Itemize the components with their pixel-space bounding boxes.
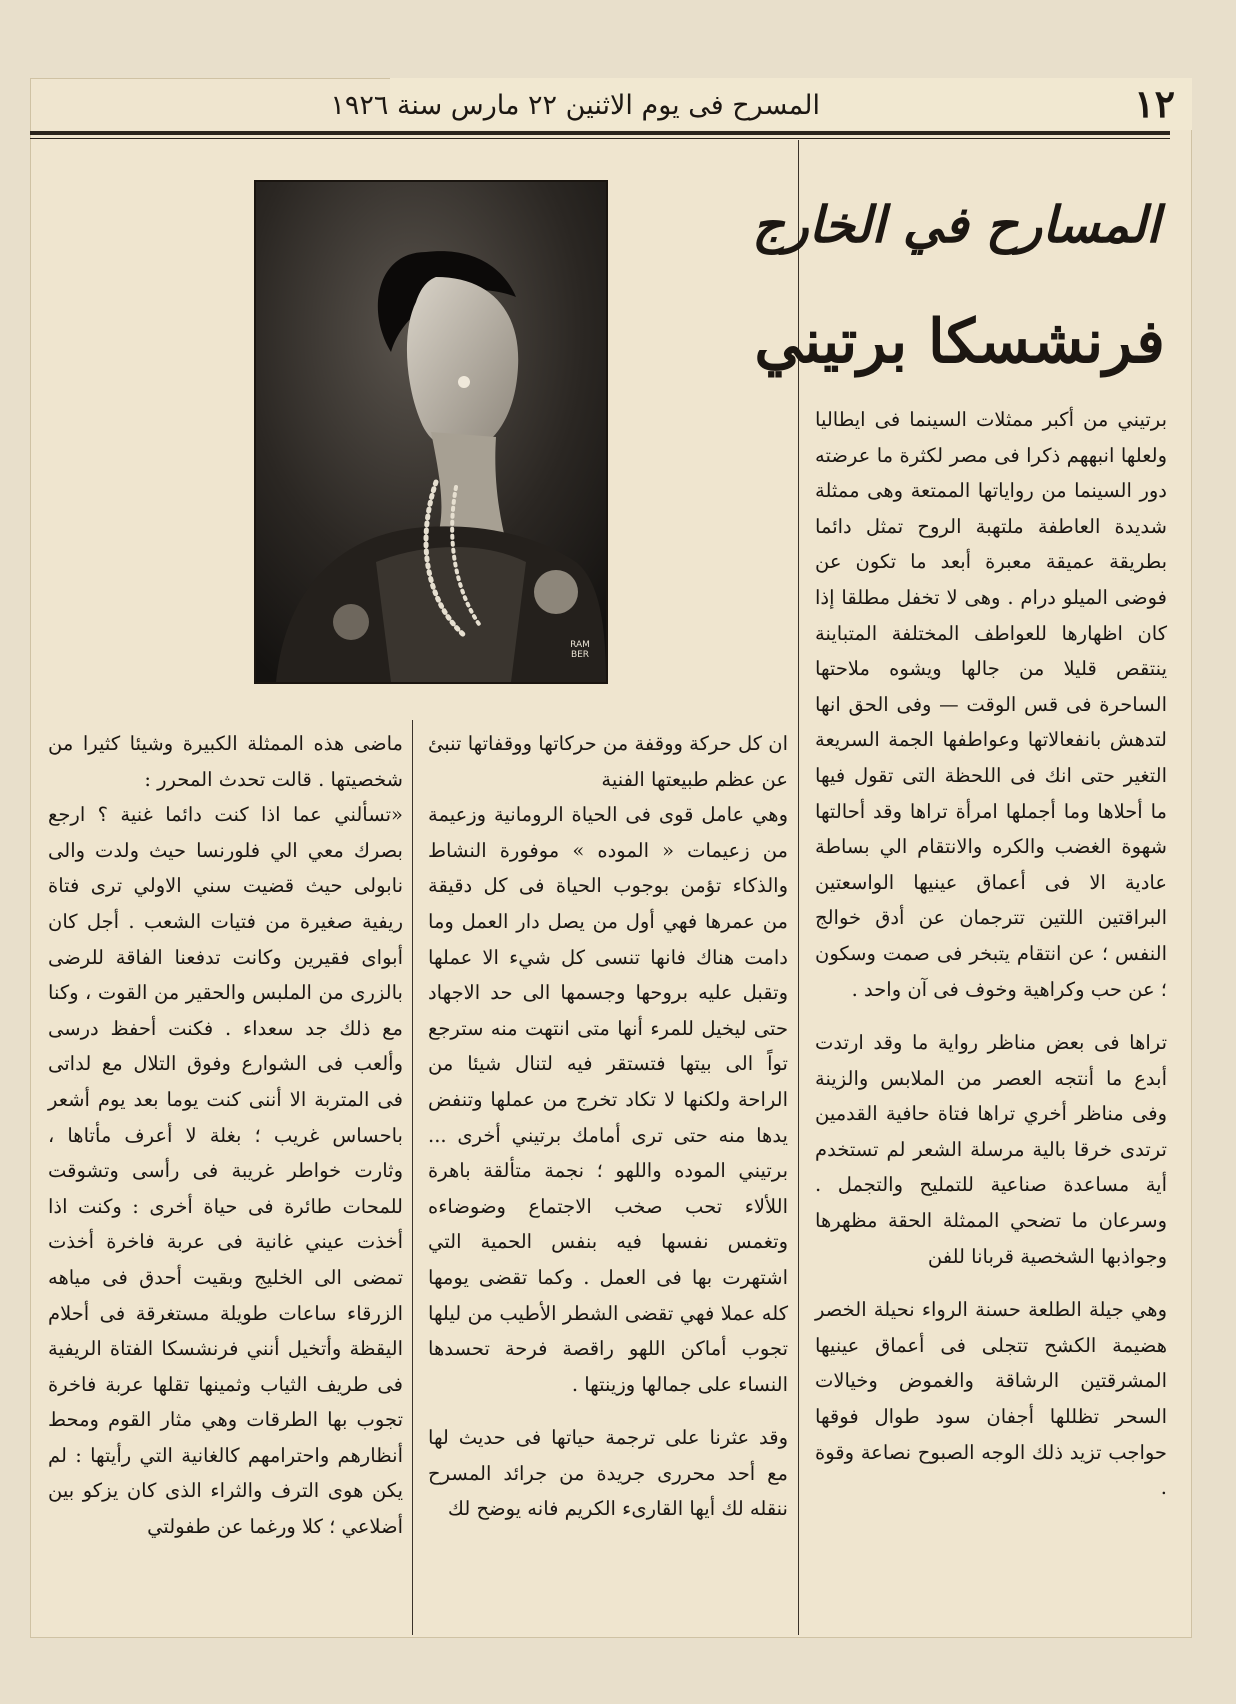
column-paragraph: «تسألني عما اذا كنت دائما غنية ؟ ارجع بصرك معي الي فلورنسا حيث ولدت والى نابولى حيث قضيت سني الاولي ترى فتاة ريفية صغيرة من فتيات الشعب . أجل كان أبواى فقيرين وكانت تدفعنا الفاقة للرضى بالزرى من الملبس والحقير من القوت ، وكنا مع ذلك جد سعداء . فكنت أحفظ درسى وألعب فى الشوارع وفوق التلال مع لداتى فى المتربة الا أننى كنت يوما بعد يوم أشعر باحساس غريب ؛ بغلة لا أعرف مأتاها ، وثارت خواطر غريبة فى رأسى وتشوقت للمحات طائرة فى حياة أخرى : وكنت اذا أخذت عيني غانية فى عربة فاخرة أخذت تمضى الى الخليج وبقيت أحدق فى مياهه الزرقاء ساعات طويلة مستغرقة فى أحلام اليقظة وأتخيل أنني فرنشسكا الفتاة الريفية فى طريف الثياب وثمينها تقلها عربة فاخرة تجوب بها الطرقات وهي مثار القوم ومحط أنظارهم واحترامهم كالغانية التي رأيتها : لم يكن هوى الترف والثراء الذى كان يزكو بين أضلاعي ؛ كلا ورغما عن طفولتي [48, 803, 403, 1539]
column-paragraph: وهي جيلة الطلعة حسنة الرواء نحيلة الخصر هضيمة الكشح تتجلى فى أعماق عينيها المشرقتين الرشاقة والغموض وخيالات السحر تظللها أجفان سود طوال فوقها حواجب تزيد ذلك الوجه الصبوح نصاعة وقوة . [815, 1298, 1167, 1500]
portrait-image [256, 182, 606, 682]
article-column-left [48, 726, 403, 1545]
column-paragraph: وقد عثرنا على ترجمة حياتها فى حديث لها مع أحد محررى جريدة من جرائد المسرح ننقله لك أيها القارىء الكريم فانه يوضح لك [428, 1426, 788, 1521]
column-paragraph: وهي عامل قوى فى الحياة الرومانية وزعيمة من زعيمات « الموده » موفورة النشاط والذكاء تؤمن بوجوب الحياة فى كل دقيقة من عمرها فهي أول من يصل دار العمل وما دامت هناك فانها تنسى كل شيء الا عملها وتقبل عليه بروحها وجسمها الى حد الاجهاد حتى ليخيل للمرء أنها متى انتهت منه سترجع تواً الى بيتها فتستقر فيه لتنال شيئا من الراحة ولكنها لا تكاد تخرج من عملها وتنفض يدها منه حتى ترى أمامك برتيني أخرى ... برتيني الموده واللهو ؛ نجمة متألقة باهرة اللألاء تحب صخب الاجتماع وضوضاءه وتغمس نفسها فيه بنفس الحمية التي اشتهرت بها فى العمل . وكما تقضى يومها كله عملا فهي تقضى الشطر الأطيب من ليلها تجوب أماكن اللهو راقصة فرحة تحسدها النساء على جمالها وزينتها . [428, 803, 788, 1396]
section-label: المسارح في الخارج [752, 195, 1160, 254]
column-paragraph: تراها فى بعض مناظر رواية ما وقد ارتدت أبدع ما أنتجه العصر من الملابس والزينة وفى مناظر أخري تراها فتاة حافية القدمين ترتدى خرقا بالية مرسلة الشعر لم تستخدم أية مساعدة صناعية للتمليح والتجمل . وسرعان ما تضحي الممثلة الحقة مظهرها وجواذبها الشخصية قربانا للفن [815, 1031, 1167, 1268]
photo-credit: RAM BER [570, 640, 590, 660]
article-headline: فرنشسكا برتيني [754, 307, 1165, 377]
column-paragraph: ان كل حركة ووقفة من حركاتها ووقفاتها تنبئ عن عظم طبيعتها الفنية [428, 732, 788, 791]
column-paragraph: ماضى هذه الممثلة الكبيرة وشيئا كثيرا من شخصيتها . قالت تحدث المحرر : [48, 732, 403, 791]
header-rule [30, 131, 1170, 135]
article-column-right [815, 402, 1167, 1506]
article-column-middle [428, 726, 788, 1527]
header-rule-thin [30, 138, 1170, 139]
column-paragraph: برتيني من أكبر ممثلات السينما فى ايطاليا ولعلها انبههم ذكرا فى مصر لكثرة ما عرضته دور السينما من رواياتها الممتعة وهى ممثلة شديدة العاطفة ملتهبة الروح تمثل دائما بطريقة عميقة معبرة أبعد ما تكون عن فوضى الميلو درام . وهى لا تخفل مطلقا إذا كان اظهارها للعواطف المختلفة المتباينة ينتقص قليلا من جالها ويشوه ملاحتها الساحرة فى قس الوقت — وفى الحق انها لتدهش بانفعالاتها وعواطفها الجمة السريعة التغير حتى انك فى اللحظة التى تقول فيها ما أحلاها وما أجملها امرأة تراها وقد أحالتها شهوة الغضب والكره والانتقام الي بساطة عادية الا فى أعماق عينيها الواسعتين البراقتين اللتين تترجمان عن أدق خوالج النفس ؛ عن انتقام يتبخر فى صمت وسكون ؛ عن حب وكراهية وخوف فى آن واحد . [815, 408, 1167, 1001]
column-divider-left [412, 720, 413, 1635]
page-number: ١٢ [1134, 81, 1175, 126]
portrait-photo [254, 180, 608, 684]
page-header-title: المسرح فى يوم الاثنين ٢٢ مارس سنة ١٩٢٦ [330, 90, 820, 121]
